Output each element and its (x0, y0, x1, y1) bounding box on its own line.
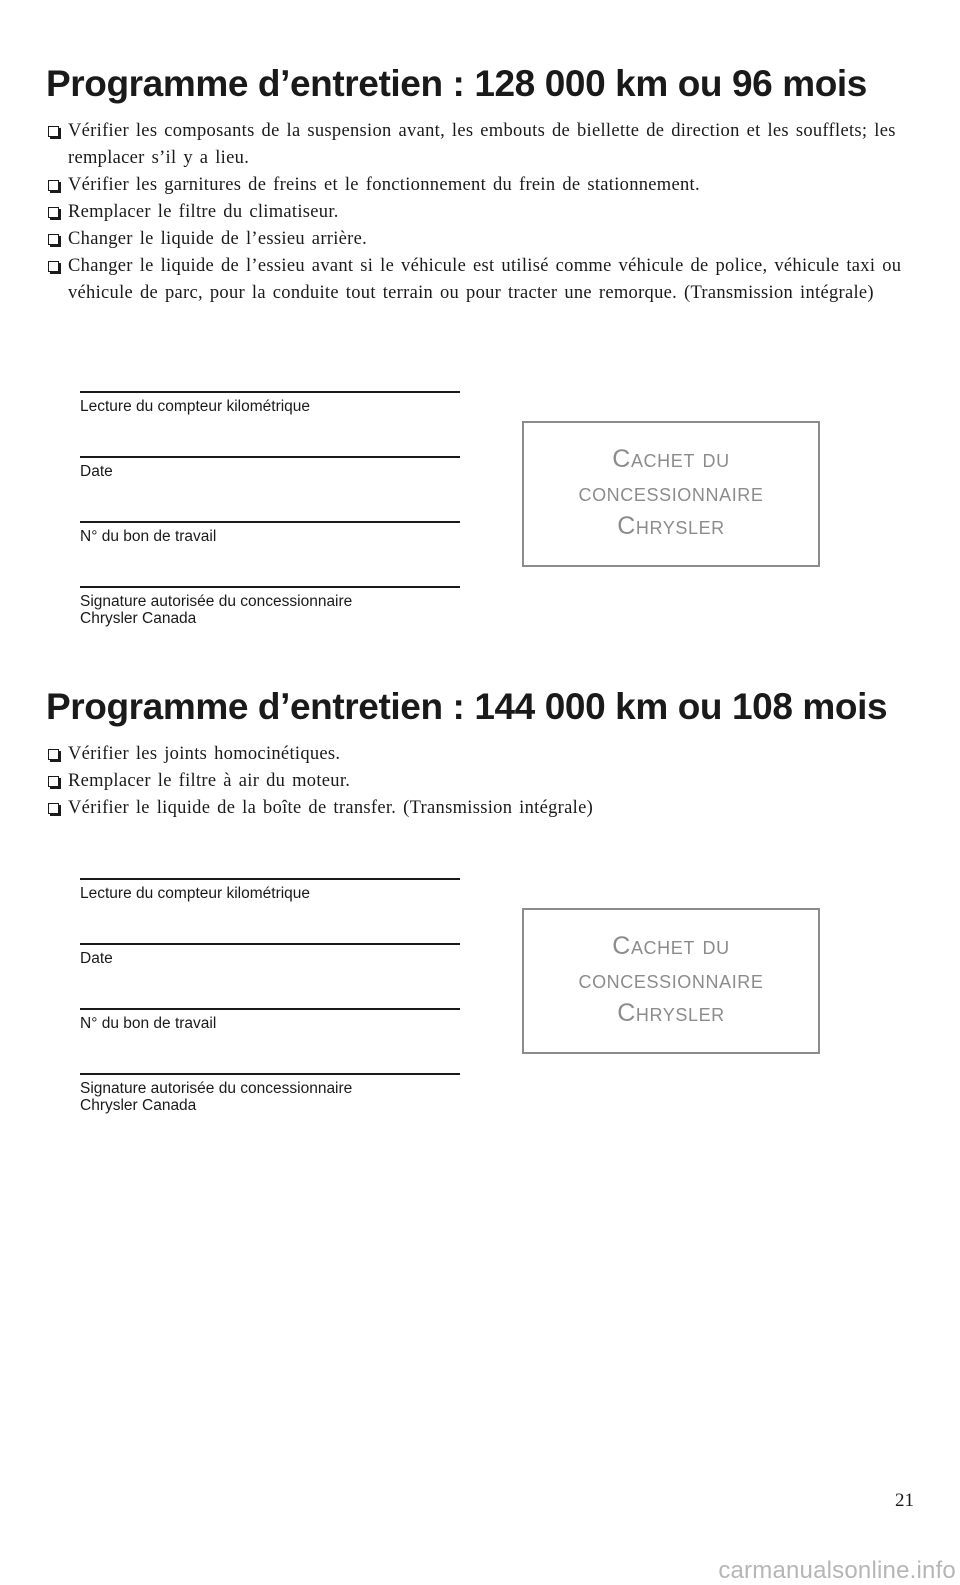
signature-label-line: Chrysler Canada (80, 1097, 197, 1114)
task-checklist (46, 118, 920, 307)
checkbox-icon (48, 234, 59, 245)
checklist-item (46, 118, 920, 172)
task-text: Changer le liquide de l’essieu arrière. (68, 229, 368, 249)
watermark-text: carmanualsonline.info (718, 1557, 956, 1584)
signature-label-line: Chrysler Canada (80, 610, 197, 627)
maintenance-section-128000 (46, 62, 920, 307)
signature-line (80, 586, 460, 588)
stamp-text: Chrysler (617, 512, 725, 540)
task-text: Vérifier les composants de la suspension avant, les embouts de biellette de direction et les soufflets; les remplacer s’il y a lieu. (68, 121, 896, 168)
task-text: Changer le liquide de l’essieu avant si le véhicule est utilisé comme véhicule de police, véhicule taxi ou véhicule de parc, pour la conduite tout terrain ou pour tracter une remorque. (Transmission intégrale) (68, 256, 902, 303)
task-text: Vérifier les joints homocinétiques. (68, 744, 341, 764)
checkbox-icon (48, 776, 59, 787)
checklist-item (46, 226, 920, 253)
task-text: Remplacer le filtre du climatiseur. (68, 202, 339, 222)
checklist-item (46, 172, 920, 199)
work-order-field[interactable] (80, 1008, 460, 1032)
task-text: Vérifier les garnitures de freins et le fonctionnement du frein de stationnement. (68, 175, 700, 195)
signature-field[interactable] (80, 1073, 460, 1114)
checklist-item (46, 795, 920, 822)
checklist-item (46, 253, 920, 307)
signature-line (80, 943, 460, 945)
checklist-item (46, 741, 920, 768)
signature-label-line: Signature autorisée du concessionnaire (80, 593, 353, 610)
signature-line (80, 391, 460, 393)
signature-field[interactable] (80, 586, 460, 627)
signature-line (80, 878, 460, 880)
signature-line (80, 1008, 460, 1010)
checkbox-icon (48, 803, 59, 814)
work-order-label: N° du bon de travail (80, 1015, 217, 1032)
task-text: Remplacer le filtre à air du moteur. (68, 771, 351, 791)
date-field[interactable] (80, 456, 460, 480)
stamp-text: concessionnaire (578, 479, 764, 507)
signature-line (80, 521, 460, 523)
dealer-stamp-box (522, 421, 820, 567)
section-heading: Programme d’entretien : 144 000 km ou 108 mois (46, 686, 888, 727)
signature-label (80, 1080, 460, 1114)
checklist-item (46, 199, 920, 226)
work-order-field[interactable] (80, 521, 460, 545)
date-label: Date (80, 950, 113, 967)
page-number: 21 (895, 1490, 914, 1511)
date-field[interactable] (80, 943, 460, 967)
work-order-label: N° du bon de travail (80, 528, 217, 545)
odometer-field[interactable] (80, 878, 460, 902)
checkbox-icon (48, 749, 59, 760)
odometer-label: Lecture du compteur kilométrique (80, 398, 311, 415)
checkbox-icon (48, 261, 59, 272)
checkbox-icon (48, 207, 59, 218)
signature-label-line: Signature autorisée du concessionnaire (80, 1080, 353, 1097)
maintenance-section-144000 (46, 685, 920, 822)
checklist-item (46, 768, 920, 795)
service-record-form (80, 391, 460, 627)
service-record-form (80, 878, 460, 1114)
signature-line (80, 1073, 460, 1075)
checkbox-icon (48, 180, 59, 191)
odometer-label: Lecture du compteur kilométrique (80, 885, 311, 902)
odometer-field[interactable] (80, 391, 460, 415)
section-heading: Programme d’entretien : 128 000 km ou 96 mois (46, 63, 867, 104)
stamp-text: concessionnaire (578, 966, 764, 994)
dealer-stamp-box (522, 908, 820, 1054)
signature-line (80, 456, 460, 458)
signature-label (80, 593, 460, 627)
task-text: Vérifier le liquide de la boîte de transfer. (Transmission intégrale) (68, 798, 594, 818)
checkbox-icon (48, 126, 59, 137)
stamp-text: Chrysler (617, 999, 725, 1027)
stamp-text: Cachet du (612, 932, 730, 960)
date-label: Date (80, 463, 113, 480)
task-checklist (46, 741, 920, 822)
stamp-text: Cachet du (612, 445, 730, 473)
